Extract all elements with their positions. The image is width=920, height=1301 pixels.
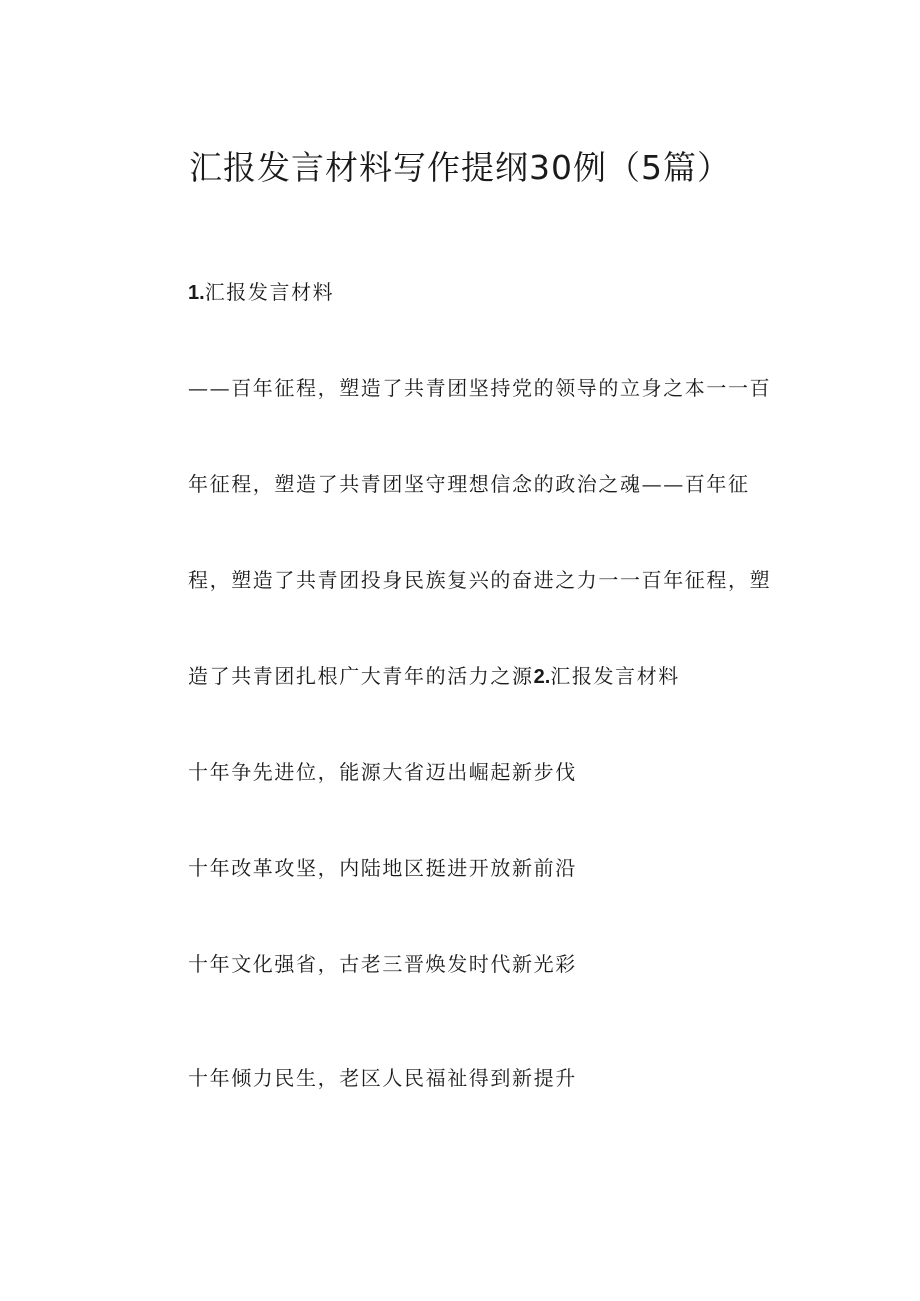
list-item: 十年争先进位，能源大省迈出崛起新步伐 bbox=[188, 760, 577, 784]
list-item: 十年倾力民生，老区人民福祉得到新提升 bbox=[188, 1066, 577, 1090]
section-number-1: 1. bbox=[188, 282, 205, 304]
document-title: 汇报发言材料写作提纲30例（5篇） bbox=[189, 148, 731, 187]
paragraph-line-end: 造了共青团扎根广大青年的活力之源 bbox=[188, 664, 534, 688]
paragraph-line: ——百年征程，塑造了共青团坚持党的领导的立身之本一一百 bbox=[188, 376, 772, 400]
list-item: 十年改革攻坚，内陆地区挺进开放新前沿 bbox=[188, 856, 577, 880]
section-heading-1 bbox=[188, 278, 788, 307]
paragraph-line-with-heading bbox=[188, 662, 788, 691]
paragraph-line: 程，塑造了共青团投身民族复兴的奋进之力一一百年征程，塑 bbox=[188, 568, 772, 592]
list-item: 十年文化强省，古老三晋焕发时代新光彩 bbox=[188, 952, 577, 976]
section-number-2: 2. bbox=[533, 666, 551, 688]
paragraph-line: 年征程，塑造了共青团坚守理想信念的政治之魂——百年征 bbox=[188, 472, 750, 496]
section-heading-text-2: 汇报发言材料 bbox=[550, 664, 680, 688]
section-heading-text-1: 汇报发言材料 bbox=[204, 280, 335, 304]
